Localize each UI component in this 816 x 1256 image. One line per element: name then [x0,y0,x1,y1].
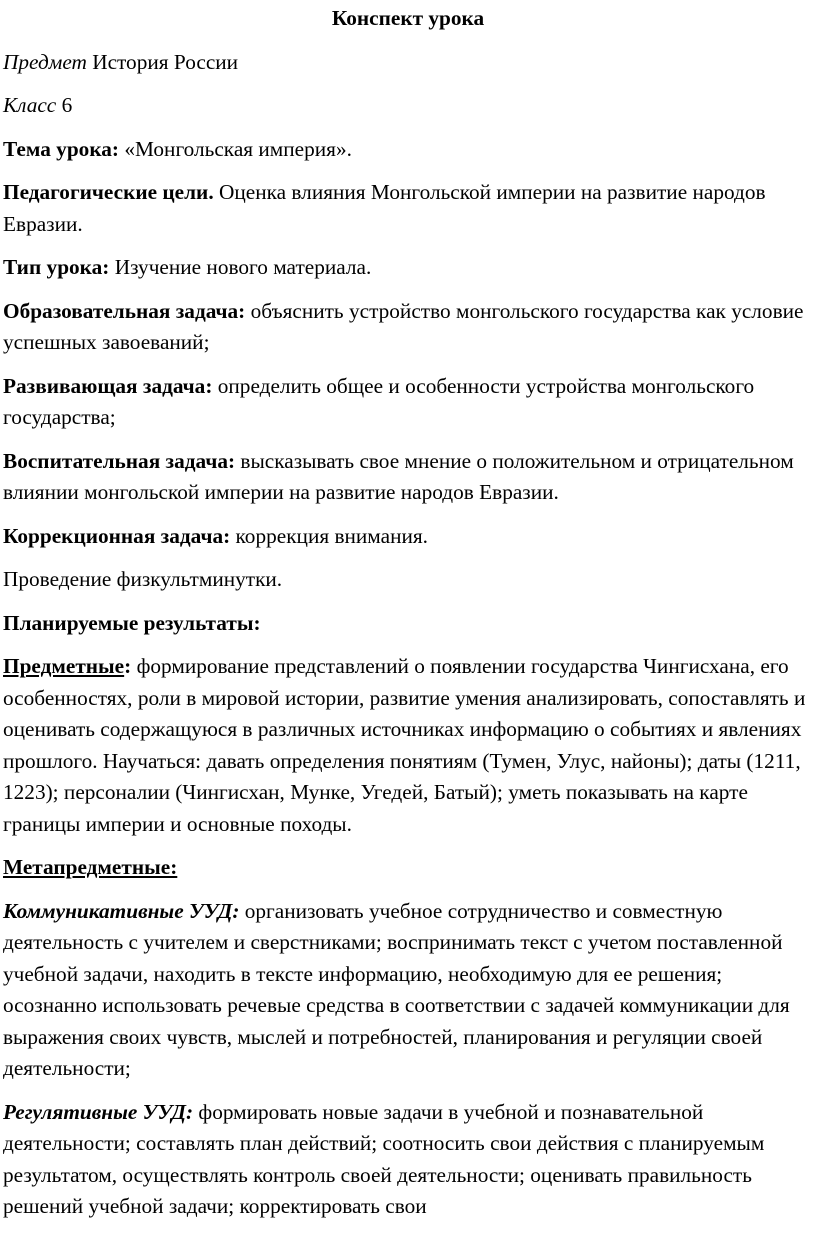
paragraph [3,608,813,640]
text-run: Метапредметные: [3,855,178,879]
text-run: Тип урока: [3,255,115,279]
text-run: организовать учебное сотрудничество и совместную деятельность с учителем и сверстниками; воспринимать текст с учетом поставленной учебной задачи, находить в тексте информацию, необходимую для ее решения; осознанно использовать речевые средства в соответствии с задачей коммуникации для выражения своих чувств, мыслей и потребностей, планирования и регуляции своей деятельности; [3,898,790,1080]
text-run: Предметные [3,654,125,678]
paragraph [3,852,813,884]
text-run: объяснить устройство монгольского государства как условие успешных завоеваний; [3,298,804,354]
text-run: Развивающая задача: [3,373,218,398]
paragraph [3,371,813,434]
paragraph [3,446,813,509]
text-run: История России [92,49,239,74]
paragraph [3,252,813,284]
text-run: высказывать свое мнение о положительном и отрицательном влиянии монгольской империи на развитие народов Евразии. [3,448,794,504]
text-run: : [124,654,137,678]
paragraph [3,896,813,1085]
paragraph [3,90,813,122]
text-run: Планируемые результаты: [3,610,261,635]
paragraph [3,134,813,166]
text-run: Изучение нового материала. [114,255,372,279]
paragraph [3,177,813,240]
text-run: 6 [61,93,73,117]
paragraph [3,47,813,79]
text-run: коррекция внимания. [235,523,429,548]
text-run: Коммуникативные УУД: [3,898,245,923]
text-run: «Монгольская империя». [124,136,352,161]
paragraph [3,296,813,359]
text-run: определить общее и особенности устройства монгольского государства; [3,373,755,429]
document-title: Конспект урока [331,6,485,30]
text-run: Регулятивные УУД: [3,1099,199,1124]
text-run: Класс [3,93,62,117]
text-run: Оценка влияния Монгольской империи на развитие народов Евразии. [3,180,766,236]
paragraph [3,651,813,840]
text-run: Образовательная задача: [3,298,251,323]
text-run: Проведение физкультминутки. [3,567,283,591]
text-run: формировать новые задачи в учебной и познавательной деятельности; составлять план действий; соотносить свои действия с планируемым результатом, осуществлять контроль своей деятельности; оценивать правильность решений учебной задачи; корректировать свои [3,1099,765,1218]
text-run: формирование представлений о появлении государства Чингисхана, его особенностях, роли в мировой истории, развитие умения анализировать, сопоставлять и оценивать содержащуюся в различных источниках информацию о событиях и явлениях прошлого. Научаться: давать определения понятиям (Тумен, Улус, найоны); даты (1211, 1223); персоналии (Чингисхан, Мунке, Угедей, Батый); уметь показывать на карте границы империи и основные походы. [3,654,806,836]
text-run: Тема урока: [3,136,125,161]
document-body [3,47,813,1223]
paragraph [3,521,813,553]
text-run: Воспитательная задача: [3,448,241,473]
text-run: Предмет [3,49,93,74]
text-run: Педагогические цели. [3,180,219,204]
paragraph [3,564,813,596]
paragraph [3,1097,813,1223]
text-run: Коррекционная задача: [3,523,236,548]
